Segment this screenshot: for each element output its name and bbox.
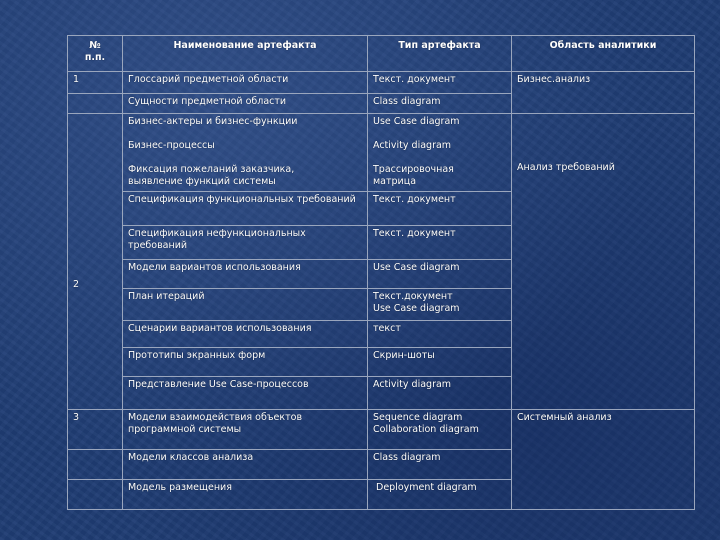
artifact-name: Бизнес-процессы	[128, 140, 215, 151]
artifact-type: Activity diagram	[373, 140, 452, 151]
artifact-type-group	[368, 114, 512, 192]
artifact-name: Фиксация пожеланий заказчика, выявление функций системы	[128, 164, 295, 187]
artifact-type: текст	[368, 321, 512, 348]
header-area: Область аналитики	[512, 36, 695, 72]
row-num: 3	[68, 410, 123, 450]
artifact-name: Бизнес-актеры и бизнес-функции	[128, 116, 298, 127]
artifact-type: Скрин-шоты	[368, 348, 512, 377]
artifact-type: Deployment diagram	[368, 480, 512, 510]
artifact-type: Activity diagram	[368, 377, 512, 410]
artifact-type: Sequence diagram Collaboration diagram	[368, 410, 512, 450]
row-num: 2	[68, 114, 123, 410]
header-type: Тип артефакта	[368, 36, 512, 72]
artifact-name: Модели вариантов использования	[123, 260, 368, 289]
table-row	[68, 410, 695, 450]
area-business: Бизнес.анализ	[512, 72, 695, 114]
table-header-row	[68, 36, 695, 72]
artifact-type: Class diagram	[368, 450, 512, 480]
artifact-name: Спецификация нефункциональных требований	[123, 226, 368, 260]
artifact-name: Сценарии вариантов использования	[123, 321, 368, 348]
artifact-name: Модели классов анализа	[123, 450, 368, 480]
artifact-table	[67, 35, 695, 510]
row-num-empty	[68, 450, 123, 480]
artifact-type: Class diagram	[368, 94, 512, 114]
artifact-name: Глоссарий предметной области	[123, 72, 368, 94]
header-num: № п.п.	[68, 36, 123, 72]
header-name: Наименование артефакта	[123, 36, 368, 72]
artifact-name: Спецификация функциональных требований	[123, 192, 368, 226]
table-row	[68, 72, 695, 94]
artifact-type: Текст. документ	[368, 226, 512, 260]
artifact-name: Модели взаимодействия объектов программной системы	[123, 410, 368, 450]
artifact-type: Use Case diagram	[368, 260, 512, 289]
row-num-empty	[68, 480, 123, 510]
artifact-type: Use Case diagram	[373, 116, 460, 127]
area-requirements: Анализ требований	[512, 114, 695, 410]
row-num-empty	[68, 94, 123, 114]
artifact-type: Трассировочная матрица	[373, 164, 454, 187]
row-num: 1	[68, 72, 123, 94]
artifact-name: Представление Use Case-процессов	[123, 377, 368, 410]
artifact-name: План итераций	[123, 289, 368, 321]
artifact-name: Модель размещения	[123, 480, 368, 510]
artifact-type: Текст. документ	[368, 72, 512, 94]
artifact-name: Прототипы экранных форм	[123, 348, 368, 377]
artifact-type: Текст. документ	[368, 192, 512, 226]
artifact-name-group	[123, 114, 368, 192]
area-system: Системный анализ	[512, 410, 695, 510]
artifact-type: Текст.документ Use Case diagram	[368, 289, 512, 321]
artifact-name: Сущности предметной области	[123, 94, 368, 114]
table-row	[68, 114, 695, 192]
